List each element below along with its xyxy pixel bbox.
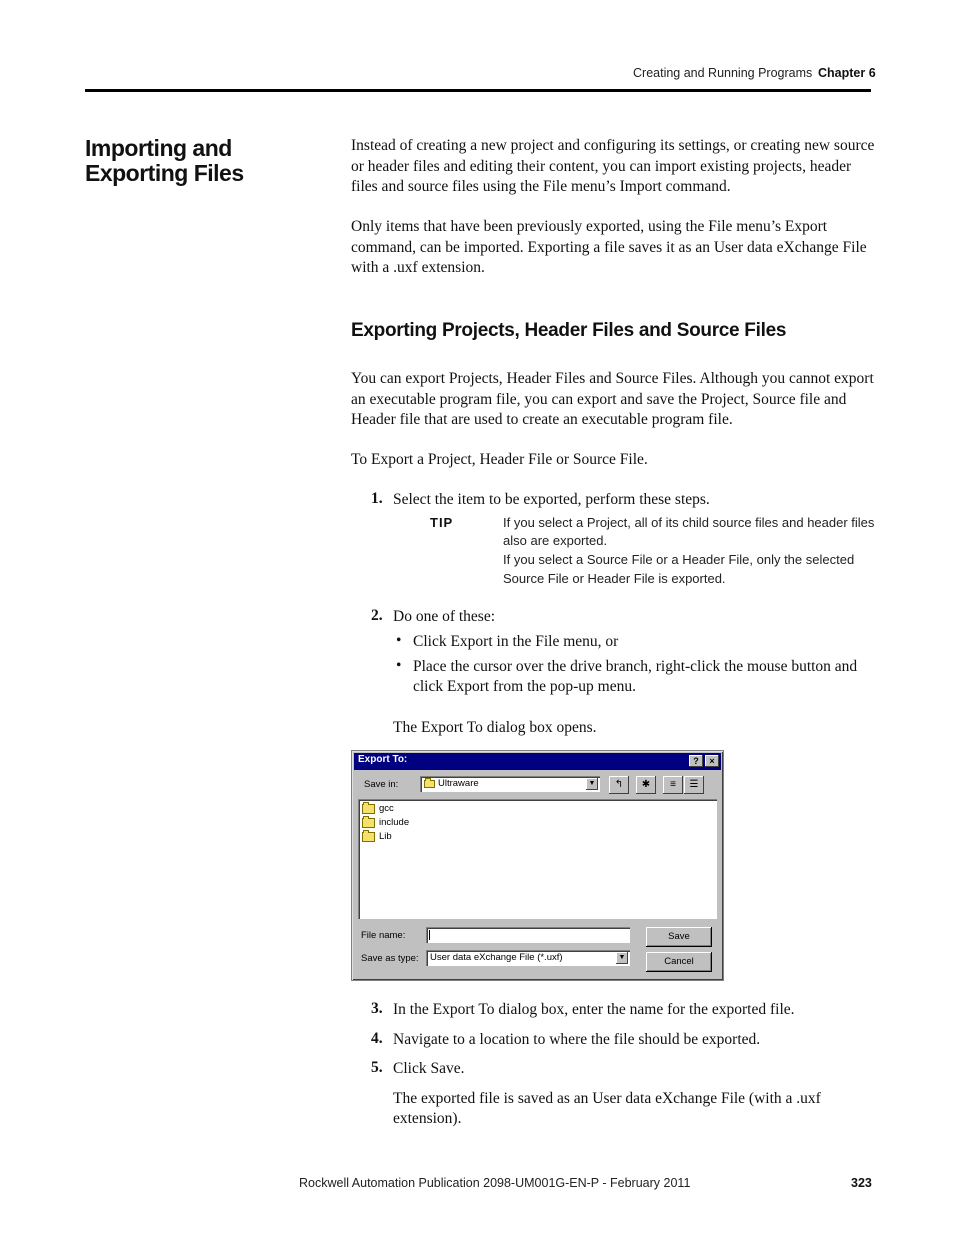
save-as-type-label: Save as type: (361, 953, 419, 964)
file-name-input[interactable] (426, 927, 630, 943)
footer-publication: Rockwell Automation Publication 2098-UM001G-EN-P - February 2011 (299, 1176, 691, 1190)
tip-label: TIP (430, 515, 454, 530)
chevron-down-icon[interactable]: ▼ (616, 952, 628, 964)
closing-text-line: The exported file is saved as an User data eXchange File (with a .uxf (393, 1090, 821, 1107)
help-icon[interactable]: ? (689, 755, 703, 767)
tip-text-line: Source File or Header File is exported. (503, 571, 726, 586)
save-as-type-dropdown[interactable] (426, 950, 630, 966)
step-number: 5. (371, 1059, 383, 1076)
save-in-dropdown[interactable] (420, 776, 600, 792)
dialog-titlebar[interactable] (354, 753, 721, 770)
export-paragraph-2: To Export a Project, Header File or Source File. (351, 451, 648, 468)
step-number: 3. (371, 1000, 383, 1017)
folder-icon (362, 832, 375, 842)
page-number: 323 (851, 1176, 872, 1190)
section-heading: Exporting Projects, Header Files and Source Files (351, 320, 787, 341)
details-view-icon[interactable]: ☰ (684, 776, 704, 794)
bullet-text: Click Export in the File menu, or (413, 633, 619, 650)
save-in-label: Save in: (364, 779, 399, 790)
step-text: Navigate to a location to where the file should be exported. (393, 1031, 761, 1048)
bullet-text-continued: click Export from the pop-up menu. (413, 678, 636, 695)
chevron-down-icon[interactable]: ▼ (586, 778, 598, 790)
list-view-icon[interactable]: ≡ (663, 776, 683, 794)
up-folder-icon[interactable]: ↰ (609, 776, 629, 794)
tip-text-line: If you select a Project, all of its child source files and header files (503, 515, 875, 530)
closing-text-line: extension). (393, 1110, 462, 1127)
folder-icon (424, 780, 435, 788)
step-number: 2. (371, 607, 383, 624)
intro-paragraph-2: Only items that have been previously exported, using the File menu’s Export command, can be imported. Exporting a file saves it as an User data eXchange File with a .uxf extension. (351, 218, 867, 276)
folder-name: gcc (379, 803, 394, 814)
page-title: Importing and Exporting Files (85, 135, 244, 186)
save-button[interactable]: Save (646, 927, 712, 947)
step-text: Select the item to be exported, perform these steps. (393, 491, 710, 508)
intro-paragraph-1: Instead of creating a new project and configuring its settings, or creating new source or header files and editing their content, you can import existing projects, header files and source files using the File menu’s Import command. (351, 137, 875, 195)
step-text: Click Save. (393, 1060, 465, 1077)
running-header-chapter: Chapter 6 (818, 66, 876, 80)
export-to-dialog (351, 750, 724, 981)
step-number: 1. (371, 490, 383, 507)
dialog-title: Export To: (358, 754, 408, 765)
bullet-text: Place the cursor over the drive branch, right-click the mouse button and (413, 658, 858, 675)
header-rule (85, 89, 871, 92)
folder-name: include (379, 817, 410, 828)
save-in-value: Ultraware (438, 778, 479, 789)
step-text: In the Export To dialog box, enter the name for the exported file. (393, 1001, 795, 1018)
bullet-dot: • (396, 657, 402, 674)
file-name-label: File name: (361, 930, 406, 941)
tip-text-line: If you select a Source File or a Header File, only the selected (503, 552, 855, 567)
new-folder-icon[interactable]: ✱ (636, 776, 656, 794)
text-caret (429, 930, 430, 940)
folder-icon (362, 804, 375, 814)
step-text: Do one of these: (393, 608, 496, 625)
step-number: 4. (371, 1030, 383, 1047)
bullet-dot: • (396, 632, 402, 649)
file-list[interactable] (358, 799, 717, 919)
running-header-section: Creating and Running Programs (633, 66, 813, 80)
folder-name: Lib (379, 831, 392, 842)
export-paragraph-1: You can export Projects, Header Files and Source Files. Although you cannot export an executable program file, you can export and save the Project, Source file and Header file that are used to create an executable program file. (351, 370, 874, 428)
tip-text-line: also are exported. (503, 533, 608, 548)
folder-icon (362, 818, 375, 828)
cancel-button[interactable]: Cancel (646, 952, 712, 972)
close-icon[interactable]: × (705, 755, 719, 767)
dialog-opens-text: The Export To dialog box opens. (393, 719, 597, 736)
save-as-type-value: User data eXchange File (*.uxf) (430, 952, 563, 963)
